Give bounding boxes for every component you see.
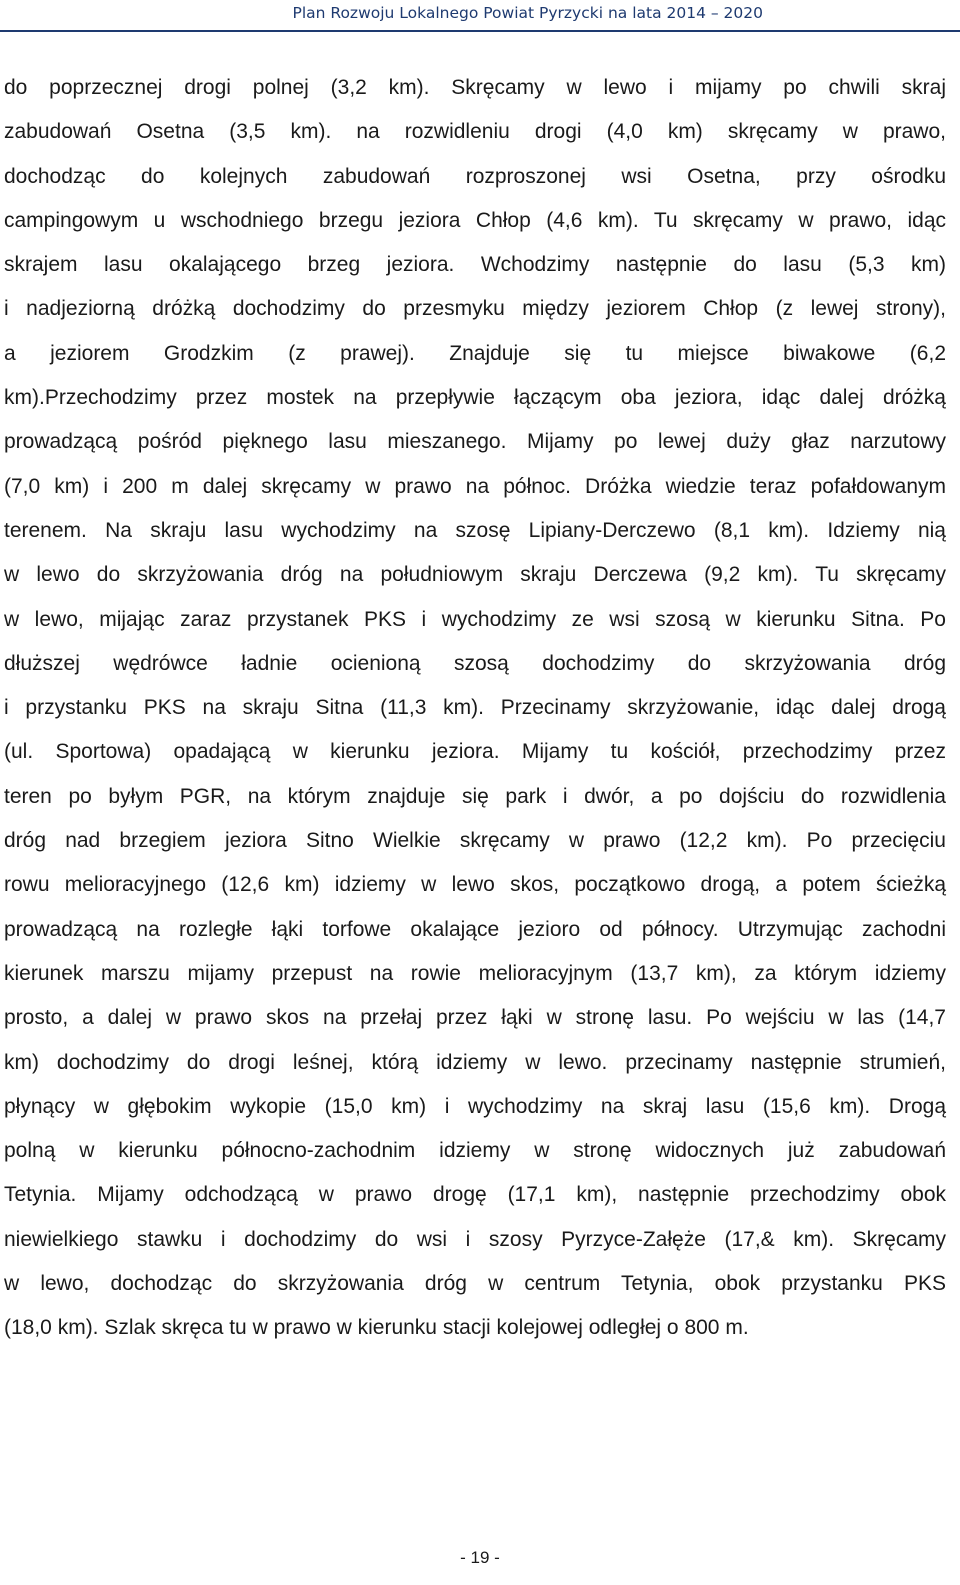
text-line: a jeziorem Grodzkim (z prawej). Znajduje się tu miejsce biwakowe (6,2	[4, 341, 946, 365]
text-line: dróg nad brzegiem jeziora Sitno Wielkie skręcamy w prawo (12,2 km). Po przecięciu	[4, 829, 946, 853]
text-line: (ul. Sportowa) opadającą w kierunku jeziora. Mijamy tu kościół, przechodzimy przez	[4, 740, 946, 764]
document-title: Plan Rozwoju Lokalnego Powiat Pyrzycki na lata 2014 – 2020	[292, 4, 763, 22]
text-line: dochodząc do kolejnych zabudowań rozproszonej wsi Osetna, przy ośrodku	[4, 164, 946, 188]
page-header	[0, 0, 960, 32]
text-line: teren po byłym PGR, na którym znajduje się park i dwór, a po dojściu do rozwidlenia	[4, 784, 946, 808]
text-line: campingowym u wschodniego brzegu jeziora Chłop (4,6 km). Tu skręcamy w prawo, idąc	[4, 208, 946, 232]
text-line: do poprzecznej drogi polnej (3,2 km). Skręcamy w lewo i mijamy po chwili skraj	[4, 76, 946, 99]
text-line: w lewo, dochodząc do skrzyżowania dróg w centrum Tetynia, obok przystanku PKS	[4, 1272, 946, 1296]
text-line: rowu melioracyjnego (12,6 km) idziemy w lewo skos, początkowo drogą, a potem ścieżką	[4, 873, 946, 897]
text-line: prowadzącą pośród pięknego lasu mieszanego. Mijamy po lewej duży głaz narzutowy	[4, 430, 946, 454]
text-line: (18,0 km). Szlak skręca tu w prawo w kierunku stacji kolejowej odległej o 800 m.	[4, 1316, 749, 1340]
text-line: km).Przechodzimy przez mostek na przepływie łączącym oba jeziora, idąc dalej dróżką	[4, 386, 946, 410]
text-line: dłuższej wędrówce ładnie ocienioną szosą dochodzimy do skrzyżowania dróg	[4, 651, 946, 675]
text-line: polną w kierunku północno-zachodnim idziemy w stronę widocznych już zabudowań	[4, 1139, 946, 1163]
text-line: w lewo, mijając zaraz przystanek PKS i wychodzimy ze wsi szosą w kierunku Sitna. Po	[4, 607, 946, 631]
text-line: km) dochodzimy do drogi leśnej, którą idziemy w lewo. przecinamy następnie strumień,	[4, 1050, 946, 1074]
text-line: i przystanku PKS na skraju Sitna (11,3 km). Przecinamy skrzyżowanie, idąc dalej drogą	[4, 696, 946, 720]
text-line: prowadzącą na rozległe łąki torfowe okalające jezioro od północy. Utrzymując zachodni	[4, 917, 946, 941]
text-line: i nadjeziorną dróżką dochodzimy do przesmyku między jeziorem Chłop (z lewej strony),	[4, 297, 946, 321]
text-line: Tetynia. Mijamy odchodzącą w prawo drogę (17,1 km), następnie przechodzimy obok	[4, 1183, 946, 1207]
text-line: prosto, a dalej w prawo skos na przełaj przez łąki w stronę lasu. Po wejściu w las (14,7	[4, 1006, 946, 1030]
text-line: w lewo do skrzyżowania dróg na południowym skraju Derczewa (9,2 km). Tu skręcamy	[4, 563, 946, 587]
header-divider	[0, 30, 960, 32]
text-line: (7,0 km) i 200 m dalej skręcamy w prawo na północ. Dróżka wiedzie teraz pofałdowanym	[4, 474, 946, 498]
text-line: niewielkiego stawku i dochodzimy do wsi i szosy Pyrzyce-Załęże (17,& km). Skręcamy	[4, 1227, 946, 1251]
body-paragraph	[4, 66, 946, 1351]
text-line: skrajem lasu okalającego brzeg jeziora. Wchodzimy następnie do lasu (5,3 km)	[4, 253, 946, 277]
text-line: terenem. Na skraju lasu wychodzimy na szosę Lipiany-Derczewo (8,1 km). Idziemy nią	[4, 518, 946, 542]
text-line: zabudowań Osetna (3,5 km). na rozwidleniu drogi (4,0 km) skręcamy w prawo,	[4, 120, 946, 144]
page-number: - 19 -	[460, 1548, 500, 1567]
text-line: płynący w głębokim wykopie (15,0 km) i wychodzimy na skraj lasu (15,6 km). Drogą	[4, 1094, 946, 1118]
text-line: kierunek marszu mijamy przepust na rowie melioracyjnym (13,7 km), za którym idziemy	[4, 961, 946, 985]
